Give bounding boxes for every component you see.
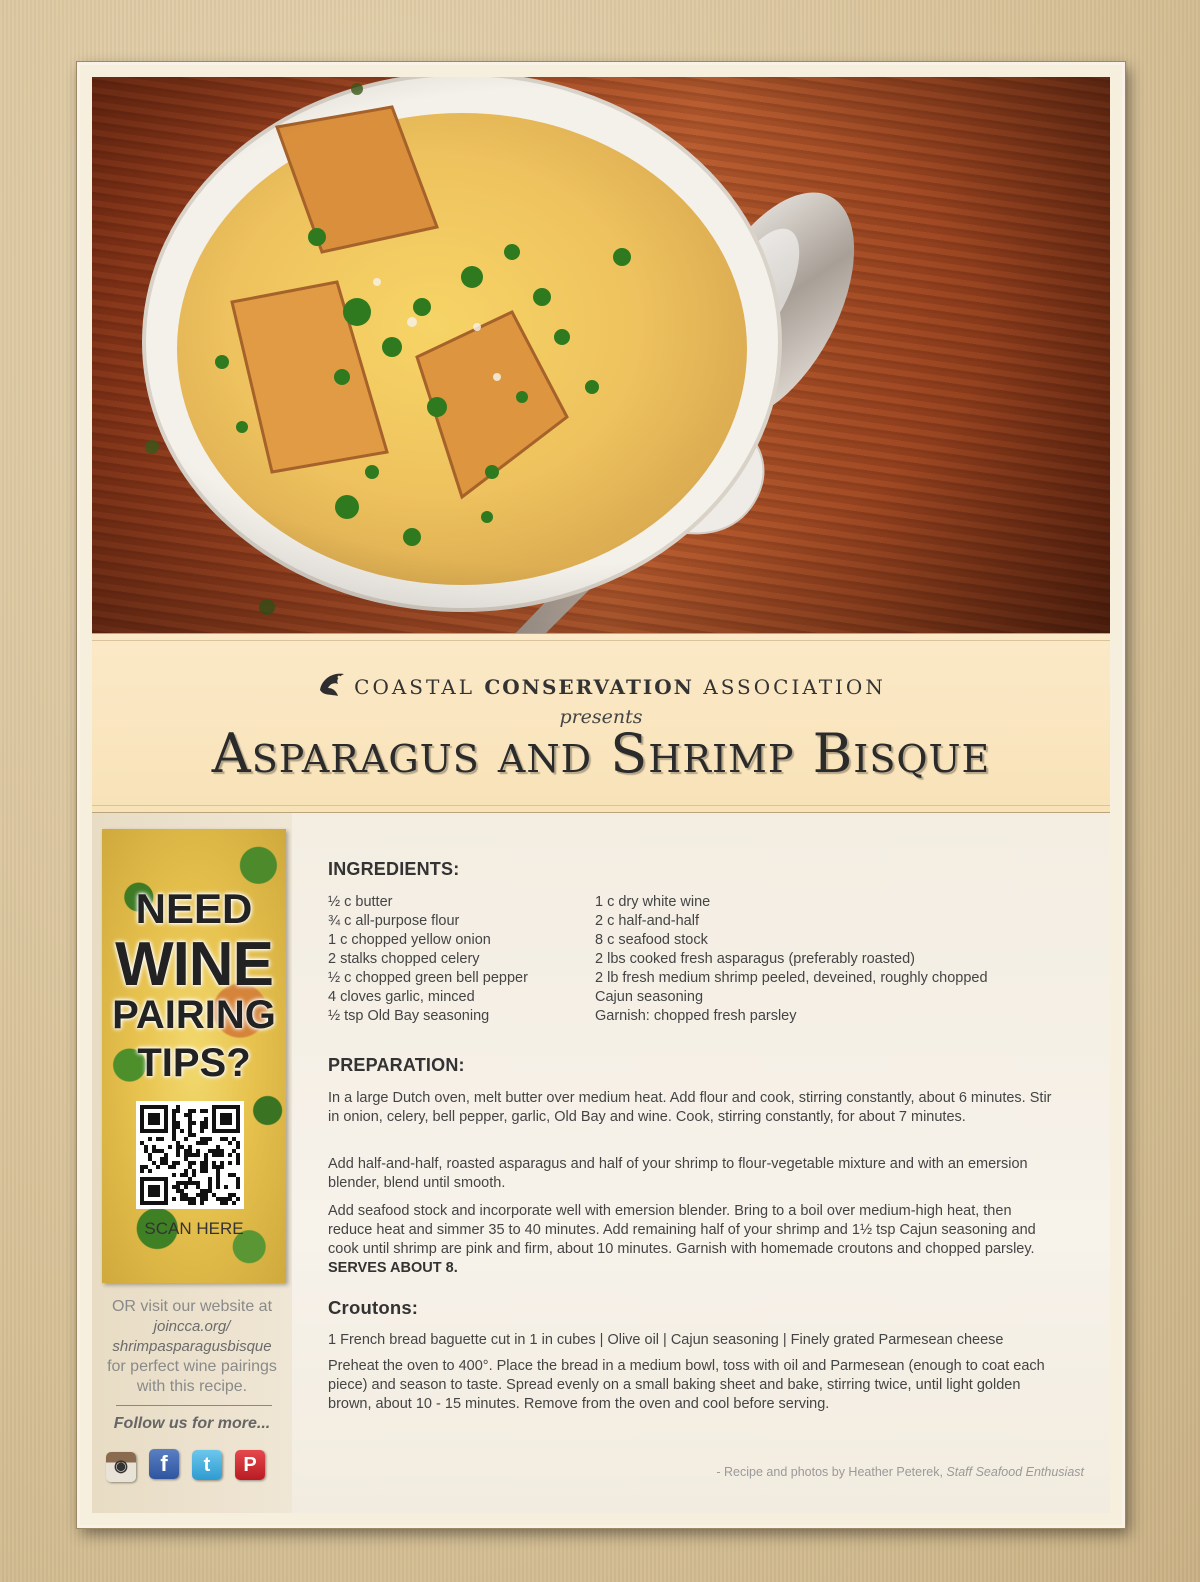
org-name <box>92 670 1110 700</box>
ingredient-item: ½ c butter <box>328 894 393 910</box>
serves-note: SERVES ABOUT 8. <box>328 1260 458 1276</box>
croutons-method: Preheat the oven to 400°. Place the bread in a medium bowl, toss with oil and Parmesean (enough to coat each piece) and season to taste. Spread evenly on a small baking sheet and bake, stirring twice, until light golden brown, about 10 - 15 minutes. Remove from the oven and cool before serving. <box>328 1358 1045 1412</box>
ad-wine-text: WINE <box>115 930 273 999</box>
visit-line-2: for perfect wine pairings <box>107 1358 277 1375</box>
visit-line-1: OR visit our website at <box>111 1298 273 1315</box>
presents-label: presents <box>559 706 643 728</box>
ingredient-item: 1 c dry white wine <box>595 894 711 910</box>
ingredient-item: 2 stalks chopped celery <box>328 951 480 967</box>
recipe-card-inner <box>92 77 1110 1513</box>
bisque-photo <box>92 77 1110 633</box>
cca-fish-logo-icon <box>316 670 348 700</box>
sidebar <box>92 813 292 1513</box>
social-links <box>106 1449 278 1481</box>
org-prefix: COASTAL <box>354 675 475 699</box>
recipe-credit <box>716 1465 1084 1479</box>
recipe-body <box>92 813 1110 1513</box>
photo-vignette <box>92 77 1110 633</box>
prep-step-3-text: Add seafood stock and incorporate well with emersion blender. Bring to a boil over medium-high heat, then reduce heat and simmer 35 to 40 minutes. Add remaining half of your shrimp and 1½ tsp Cajun seasoning and cook until shrimp are pink and firm, about 10 minutes. Garnish with homemade croutons and chopped parsley. <box>328 1203 1036 1257</box>
ingredient-item: 2 c half-and-half <box>595 913 699 929</box>
scan-here-label: SCAN HERE <box>144 1219 244 1238</box>
ingredient-item: 1 c chopped yellow onion <box>328 932 491 948</box>
ingredient-item: Cajun seasoning <box>595 989 704 1005</box>
ingredients-heading: INGREDIENTS: <box>328 859 460 879</box>
org-suffix: ASSOCIATION <box>703 675 886 699</box>
ingredient-item: Garnish: chopped fresh parsley <box>595 1008 797 1024</box>
credit-author: - Recipe and photos by Heather Peterek, <box>716 1465 943 1479</box>
ingredient-item: ½ tsp Old Bay seasoning <box>328 1008 490 1024</box>
website-link-line-2[interactable]: shrimpasparagusbisque <box>112 1338 272 1355</box>
prep-step-1: In a large Dutch oven, melt butter over medium heat. Add flour and cook, stirring constantly, about 6 minutes. Stir in onion, celery, bell pepper, garlic, Old Bay and wine. Cook, stirring constantly, for about 7 minutes. <box>328 1090 1052 1125</box>
visit-line-3: with this recipe. <box>136 1378 248 1395</box>
ad-need-text: NEED <box>135 885 253 932</box>
preparation-heading: PREPARATION: <box>328 1055 465 1075</box>
ingredient-item: 4 cloves garlic, minced <box>328 989 475 1005</box>
wine-pairing-ad[interactable] <box>102 829 286 1283</box>
prep-step-2: Add half-and-half, roasted asparagus and half of your shrimp to flour-vegetable mixture and with an emersion blender, blend until smooth. <box>328 1156 1028 1191</box>
ingredient-item: 8 c seafood stock <box>595 932 708 948</box>
prep-step-3 <box>328 1202 1058 1278</box>
twitter-icon[interactable]: t <box>192 1450 222 1480</box>
ingredients-right-column <box>595 893 988 1026</box>
facebook-icon[interactable]: f <box>149 1449 179 1479</box>
credit-role: Staff Seafood Enthusiast <box>946 1465 1084 1479</box>
croutons-ingredients: 1 French bread baguette cut in 1 in cubes | Olive oil | Cajun seasoning | Finely grated Parmesean cheese <box>328 1332 1004 1348</box>
website-link-line-1[interactable]: joincca.org/ <box>153 1318 231 1335</box>
instagram-icon[interactable]: ◉ <box>106 1452 136 1482</box>
website-link[interactable] <box>92 1317 292 1357</box>
recipe-card <box>77 62 1125 1528</box>
qr-code-icon[interactable] <box>136 1101 244 1209</box>
ingredient-item: 2 lbs cooked fresh asparagus (preferably roasted) <box>595 951 915 967</box>
follow-label: Follow us for more... <box>113 1415 271 1432</box>
ingredient-item: 2 lb fresh medium shrimp peeled, deveined, roughly chopped <box>595 970 988 986</box>
recipe-title: Asparagus and Shrimp Bisque <box>211 722 991 785</box>
ad-pairing-text: PAIRING <box>112 993 276 1037</box>
ingredient-item: ¾ c all-purpose flour <box>328 913 460 929</box>
croutons-heading: Croutons: <box>328 1297 419 1318</box>
website-note <box>92 1297 292 1397</box>
ingredients-left-column <box>328 893 528 1026</box>
title-banner <box>92 633 1110 813</box>
org-bold: CONSERVATION <box>484 675 694 699</box>
pinterest-icon[interactable]: P <box>235 1450 265 1480</box>
sidebar-divider <box>116 1405 272 1406</box>
ad-tips-text: TIPS? <box>137 1041 251 1085</box>
ingredient-item: ½ c chopped green bell pepper <box>328 970 528 986</box>
